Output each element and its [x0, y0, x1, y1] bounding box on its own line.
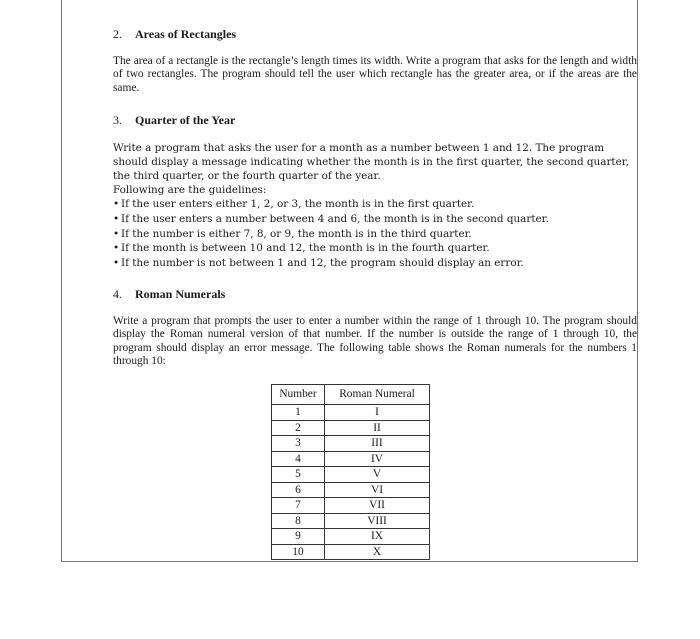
- section-body-quarter-of-the-year: Write a program that asks the user for a month as a number between 1 and 12. The program should display a message indicating whether the month is in the first quarter, the second quarter, the third quarter, or the fourth quarter of the year.: [113, 142, 629, 183]
- roman-numeral-table: [271, 384, 430, 560]
- roman-cell: VII: [325, 498, 430, 514]
- number-cell: 5: [272, 467, 325, 483]
- roman-cell: VI: [325, 482, 430, 498]
- list-item: • If the month is between 10 and 12, the month is in the fourth quarter.: [113, 241, 637, 256]
- roman-cell: IV: [325, 451, 430, 467]
- number-cell: 4: [272, 451, 325, 467]
- section-title: Roman Numerals: [135, 287, 226, 301]
- table-header-row: [272, 385, 430, 405]
- number-cell: 7: [272, 498, 325, 514]
- roman-cell: VIII: [325, 513, 430, 529]
- guidelines-label: Following are the guidelines:: [113, 184, 267, 196]
- list-item: • If the user enters either 1, 2, or 3, the month is in the first quarter.: [113, 197, 637, 212]
- section-title: Quarter of the Year: [135, 113, 236, 127]
- roman-cell: X: [325, 544, 430, 560]
- column-header-number: Number: [272, 385, 325, 405]
- roman-cell: IX: [325, 529, 430, 545]
- number-cell: 8: [272, 513, 325, 529]
- table-row: [272, 498, 430, 514]
- list-item: • If the user enters a number between 4 and 6, the month is in the second quarter.: [113, 212, 637, 227]
- number-cell: 9: [272, 529, 325, 545]
- section-number: 2.: [113, 27, 122, 41]
- roman-cell: V: [325, 467, 430, 483]
- number-cell: 2: [272, 420, 325, 436]
- table-row: [272, 436, 430, 452]
- table-row: [272, 451, 430, 467]
- section-heading-quarter-of-the-year: [113, 111, 235, 129]
- number-cell: 3: [272, 436, 325, 452]
- table-row: [272, 529, 430, 545]
- table-row: [272, 420, 430, 436]
- list-item: • If the number is either 7, 8, or 9, the month is in the third quarter.: [113, 227, 637, 242]
- roman-cell: III: [325, 436, 430, 452]
- guidelines-list: [113, 197, 637, 271]
- table-row: [272, 544, 430, 560]
- number-cell: 6: [272, 482, 325, 498]
- section-heading-areas-of-rectangles: [113, 25, 236, 43]
- section-body-areas-of-rectangles: The area of a rectangle is the rectangle’s length times its width. Write a program that asks for the length and width of two rectangles. The program should tell the user which rectangle has the greater area, or if the areas are the same.: [113, 55, 637, 94]
- column-header-roman-numeral: Roman Numeral: [325, 385, 430, 405]
- table-row: [272, 467, 430, 483]
- table-row: [272, 482, 430, 498]
- table-row: [272, 405, 430, 421]
- section-body-roman-numerals: Write a program that prompts the user to enter a number within the range of 1 through 10. The program should display the Roman numeral version of that number. If the number is outside the range of 1 through 10, the program should display an error message. The following table shows the Roman numerals for the numbers 1 through 10:: [113, 315, 637, 368]
- roman-cell: II: [325, 420, 430, 436]
- number-cell: 1: [272, 405, 325, 421]
- table-row: [272, 513, 430, 529]
- number-cell: 10: [272, 544, 325, 560]
- roman-cell: I: [325, 405, 430, 421]
- section-number: 4.: [113, 287, 122, 301]
- section-heading-roman-numerals: [113, 285, 225, 303]
- list-item: • If the number is not between 1 and 12, the program should display an error.: [113, 256, 637, 271]
- section-title: Areas of Rectangles: [135, 27, 237, 41]
- section-number: 3.: [113, 113, 122, 127]
